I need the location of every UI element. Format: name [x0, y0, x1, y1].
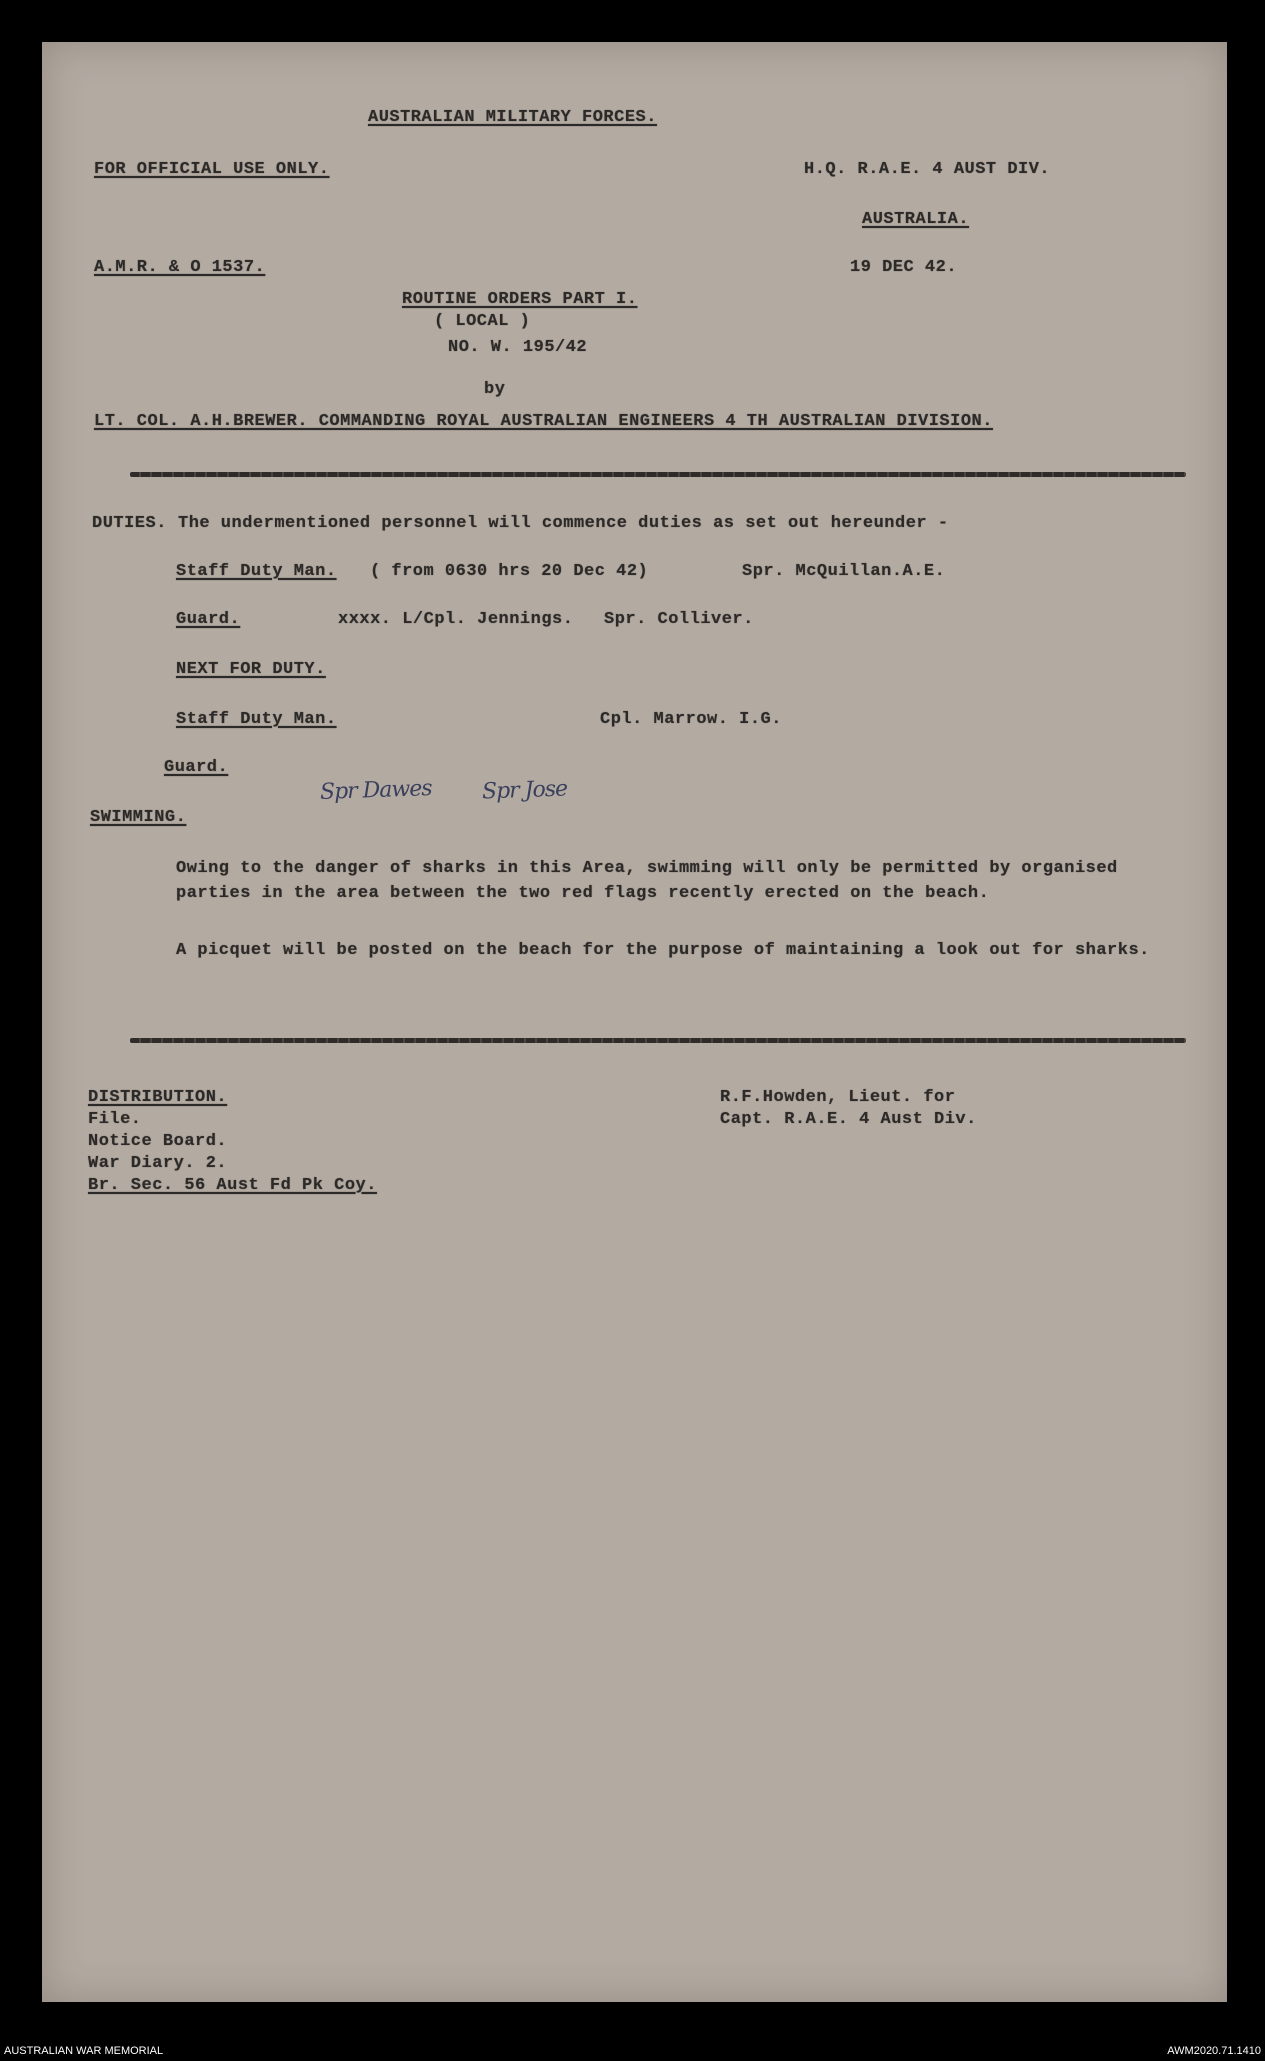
duties-label: DUTIES.	[92, 514, 167, 533]
guard-label: Guard.	[176, 610, 241, 629]
staff-duty-time: ( from 0630 hrs 20 Dec 42)	[370, 562, 649, 581]
by-label: by	[484, 380, 506, 399]
guard-name-1: xxxx. L/Cpl. Jennings.	[338, 610, 574, 629]
orders-title-sub: ( LOCAL )	[434, 312, 531, 331]
staff-duty-name: Spr. McQuillan.A.E.	[742, 562, 946, 581]
guard-name-2: Spr. Colliver.	[604, 610, 754, 629]
reference: A.M.R. & O 1537.	[94, 258, 266, 277]
distribution-item: Notice Board.	[88, 1132, 228, 1151]
distribution-item: File.	[88, 1110, 142, 1129]
classification: FOR OFFICIAL USE ONLY.	[94, 160, 330, 179]
footer-left: AUSTRALIAN WAR MEMORIAL	[4, 2045, 164, 2057]
footer-right: AWM2020.71.1410	[1167, 2045, 1261, 2057]
distribution-label: DISTRIBUTION.	[88, 1088, 228, 1107]
signature-line-1: R.F.Howden, Lieut. for	[720, 1088, 956, 1107]
signature-line-2: Capt. R.A.E. 4 Aust Div.	[720, 1110, 977, 1129]
next-guard-handwritten-2: Spr Jose	[481, 776, 568, 805]
next-guard-label: Guard.	[164, 758, 229, 777]
document-heading: AUSTRALIAN MILITARY FORCES.	[368, 108, 657, 127]
next-guard-handwritten-1: Spr Dawes	[319, 776, 432, 805]
divider-bottom	[130, 1038, 1186, 1043]
next-for-duty-label: NEXT FOR DUTY.	[176, 660, 326, 679]
date: 19 DEC 42.	[850, 258, 958, 277]
commander: LT. COL. A.H.BREWER. COMMANDING ROYAL AUSTRALIAN ENGINEERS 4 TH AUSTRALIAN DIVISION.	[94, 412, 993, 431]
swimming-paragraph-1: Owing to the danger of sharks in this Area, swimming will only be permitted by organised parties in the area between the two red flags recently erected on the beach.	[176, 859, 1118, 903]
next-staff-duty-label: Staff Duty Man.	[176, 710, 337, 729]
swimming-label: SWIMMING.	[90, 808, 187, 827]
staff-duty-label: Staff Duty Man.	[176, 562, 337, 581]
divider-top	[130, 472, 1186, 477]
orders-title: ROUTINE ORDERS PART I.	[402, 290, 638, 309]
country: AUSTRALIA.	[862, 210, 970, 229]
distribution-item: Br. Sec. 56 Aust Fd Pk Coy.	[88, 1176, 377, 1195]
distribution-item: War Diary. 2.	[88, 1154, 228, 1173]
next-staff-duty-name: Cpl. Marrow. I.G.	[600, 710, 782, 729]
order-number: NO. W. 195/42	[448, 338, 588, 357]
swimming-paragraph-2: A picquet will be posted on the beach for the purpose of maintaining a look out for sharks.	[176, 941, 1150, 960]
document-page	[42, 42, 1227, 2002]
duties-intro: The undermentioned personnel will commence duties as set out hereunder -	[178, 514, 949, 533]
hq-address: H.Q. R.A.E. 4 AUST DIV.	[804, 160, 1051, 179]
